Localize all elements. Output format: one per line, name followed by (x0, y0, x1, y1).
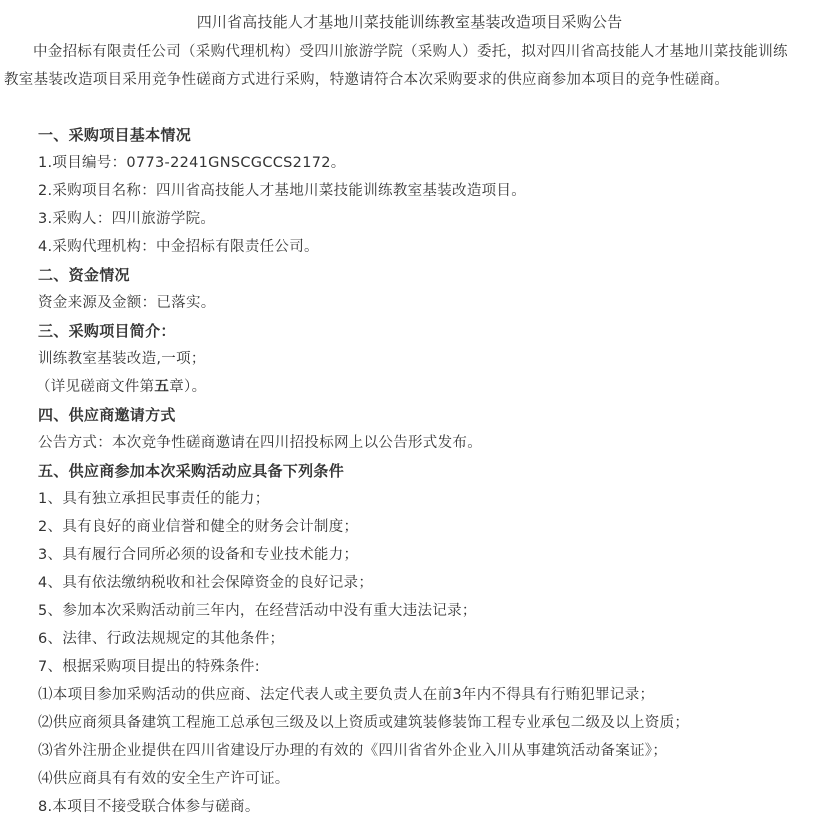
condition-8: 8.本项目不接受联合体参与磋商。 (38, 799, 260, 815)
note-after: 章）。 (169, 379, 207, 395)
section-2-heading: 二、资金情况 (38, 266, 130, 284)
project-summary-note (36, 376, 206, 398)
section-5-heading: 五、供应商参加本次采购活动应具备下列条件 (38, 462, 345, 480)
condition-5: 5、参加本次采购活动前三年内，在经营活动中没有重大违法记录； (38, 603, 477, 619)
special-condition-4: ⑷供应商具有有效的安全生产许可证。 (38, 771, 290, 787)
note-before: （详见磋商文件第 (36, 379, 155, 395)
funding-source: 资金来源及金额：已落实。 (38, 295, 216, 311)
note-chapter: 五 (154, 379, 170, 395)
condition-7: 7、根据采购项目提出的特殊条件: (38, 659, 260, 675)
page-title: 四川省高技能人才基地川菜技能训练教室基装改造项目采购公告 (196, 13, 623, 31)
condition-2: 2、具有良好的商业信誉和健全的财务会计制度； (38, 519, 359, 535)
section-1-heading: 一、采购项目基本情况 (38, 126, 192, 144)
condition-6: 6、法律、行政法规规定的其他条件； (38, 631, 285, 647)
section-4-heading: 四、供应商邀请方式 (38, 406, 176, 424)
project-number: 1.项目编号：0773-2241GNSCGCCS2172。 (38, 155, 346, 171)
project-summary: 训练教室基装改造,一项； (38, 351, 206, 367)
special-condition-2: ⑵供应商须具备建筑工程施工总承包三级及以上资质或建筑装修装饰工程专业承包二级及以上资质； (38, 715, 690, 731)
announcement-method: 公告方式：本次竞争性磋商邀请在四川招投标网上以公告形式发布。 (38, 435, 482, 451)
procurement-agency: 4.采购代理机构：中金招标有限责任公司。 (38, 239, 319, 255)
condition-4: 4、具有依法缴纳税收和社会保障资金的良好记录； (38, 575, 374, 591)
special-condition-3: ⑶省外注册企业提供在四川省建设厅办理的有效的《四川省省外企业入川从事建筑活动备案证》； (38, 743, 668, 759)
intro-paragraph: 中金招标有限责任公司（采购代理机构）受四川旅游学院（采购人）委托，拟对四川省高技能人才基地川菜技能训练教室基装改造项目采用竞争性磋商方式进行采购，特邀请符合本次采购要求的供应商参加本项目的竞争性磋商。 (4, 44, 788, 88)
purchaser: 3.采购人：四川旅游学院。 (38, 211, 216, 227)
section-3-heading: 三、采购项目简介： (38, 322, 176, 340)
condition-1: 1、具有独立承担民事责任的能力； (38, 491, 270, 507)
special-condition-1: ⑴本项目参加采购活动的供应商、法定代表人或主要负责人在前3年内不得具有行贿犯罪记录； (38, 687, 655, 703)
project-name: 2.采购项目名称：四川省高技能人才基地川菜技能训练教室基装改造项目。 (38, 183, 527, 199)
condition-3: 3、具有履行合同所必须的设备和专业技术能力； (38, 547, 359, 563)
